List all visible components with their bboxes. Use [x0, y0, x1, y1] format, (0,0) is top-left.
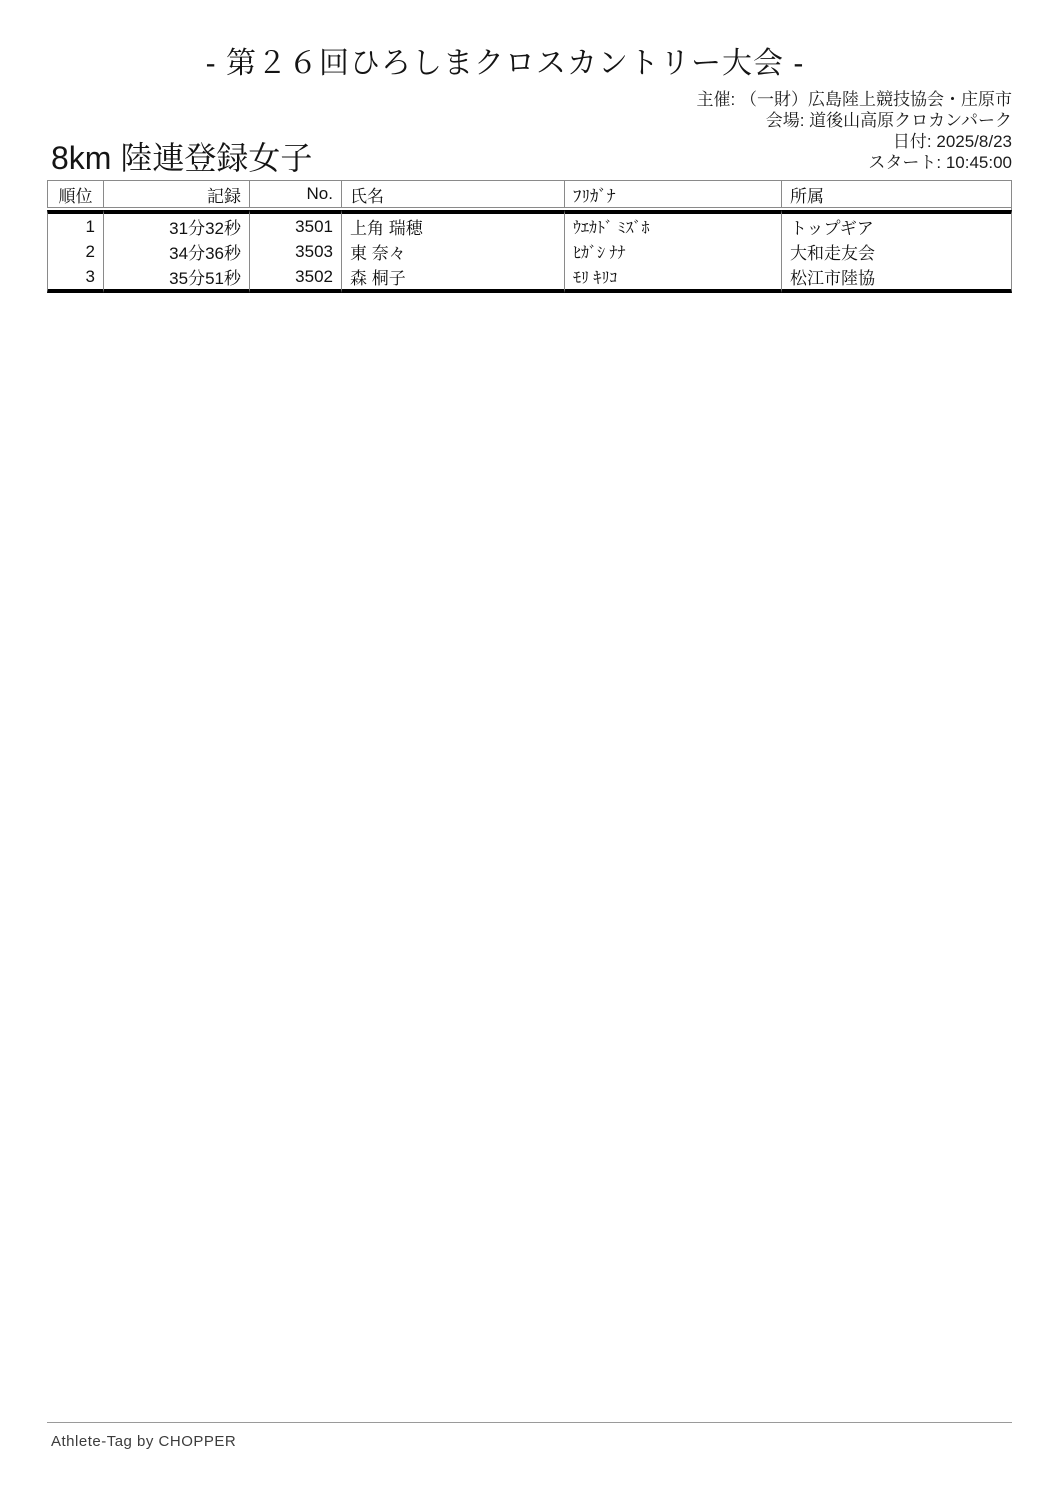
column-header-rank: 順位 [47, 180, 103, 208]
no-cell: 3502 [249, 264, 341, 293]
table-row [47, 210, 1012, 239]
table-row [47, 264, 1012, 293]
team-cell: 松江市陸協 [781, 264, 1012, 293]
rank-cell: 1 [47, 210, 103, 239]
meta-start-time: スタート: 10:45:00 [868, 153, 1012, 172]
name-cell: 森 桐子 [341, 264, 564, 293]
no-cell: 3503 [249, 239, 341, 264]
column-header-team: 所属 [781, 180, 1012, 208]
column-header-name: 氏名 [341, 180, 564, 208]
race-section-title: 8km 陸連登録女子 [51, 140, 313, 176]
time-cell: 31分32秒 [103, 210, 249, 239]
column-header-time: 記録 [103, 180, 249, 208]
time-cell: 34分36秒 [103, 239, 249, 264]
rank-cell: 3 [47, 264, 103, 293]
no-cell: 3501 [249, 210, 341, 239]
name-cell: 上角 瑞穂 [341, 210, 564, 239]
footer-divider [47, 1422, 1012, 1423]
meta-organizer: 主催: （一財）広島陸上競技協会・庄原市 [696, 90, 1012, 109]
team-cell: 大和走友会 [781, 239, 1012, 264]
kana-cell: ｳｴｶﾄﾞ ﾐｽﾞﾎ [564, 210, 781, 239]
footer-credit: Athlete-Tag by CHOPPER [51, 1433, 237, 1450]
rank-cell: 2 [47, 239, 103, 264]
time-cell: 35分51秒 [103, 264, 249, 293]
column-header-no: No. [249, 180, 341, 208]
kana-cell: ﾋｶﾞｼ ﾅﾅ [564, 239, 781, 264]
page-title: - 第２６回ひろしまクロスカントリー大会 - [205, 47, 805, 80]
column-header-kana: ﾌﾘｶﾞﾅ [564, 180, 781, 208]
meta-venue: 会場: 道後山高原クロカンパーク [765, 111, 1012, 130]
event-meta-block [697, 89, 1012, 173]
team-cell: トップギア [781, 210, 1012, 239]
meta-date: 日付: 2025/8/23 [892, 132, 1012, 151]
name-cell: 東 奈々 [341, 239, 564, 264]
table-header-row [47, 180, 1012, 208]
table-row [47, 239, 1012, 264]
results-table [47, 180, 1012, 293]
kana-cell: ﾓﾘ ｷﾘｺ [564, 264, 781, 293]
